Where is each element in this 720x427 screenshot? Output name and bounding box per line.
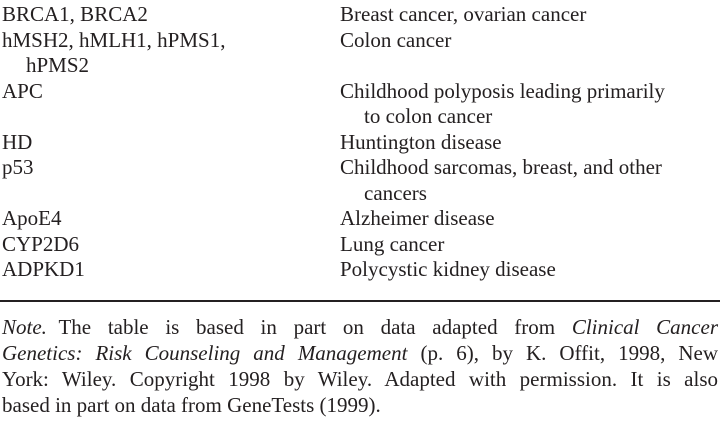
table-row (2, 28, 720, 79)
note-line (2, 314, 718, 340)
disease-cell (340, 155, 720, 206)
disease-cell (340, 257, 720, 283)
gene-line: ADPKD1 (2, 257, 85, 281)
note-line (2, 392, 718, 418)
note-text-segment: York: Wiley. Copyright 1998 by Wiley. Adapted with permission. It is also (2, 366, 718, 391)
note-line (2, 366, 718, 392)
disease-line: Lung cancer (340, 231, 445, 256)
disease-line: Colon cancer (340, 27, 452, 52)
disease-cell (340, 2, 720, 28)
gene-line: hMSH2, hMLH1, hPMS1, (2, 27, 226, 52)
disease-line: cancers (364, 180, 427, 205)
disease-cell (340, 79, 720, 130)
table-note (0, 314, 720, 418)
gene-cell (2, 79, 340, 105)
disease-cell (340, 28, 720, 54)
disease-cell (340, 130, 720, 156)
gene-cell (2, 28, 340, 79)
table-row (2, 155, 720, 206)
gene-line: p53 (2, 155, 34, 179)
gene-cell (2, 206, 340, 232)
disease-line: Breast cancer, ovarian cancer (340, 2, 587, 26)
table-row (2, 130, 720, 156)
disease-cell (340, 206, 720, 232)
disease-line: to colon cancer (364, 104, 493, 128)
gene-cell (2, 232, 340, 258)
gene-line: ApoE4 (2, 206, 62, 230)
note-text-segment: (p. 6), by K. Offit, 1998, New (407, 340, 718, 365)
note-text-segment: Clinical Cancer (571, 314, 718, 339)
table-row (2, 206, 720, 232)
gene-line: BRCA1, BRCA2 (2, 2, 148, 26)
gene-line: HD (2, 129, 33, 154)
disease-line: Polycystic kidney disease (340, 257, 556, 281)
gene-cell (2, 130, 340, 156)
disease-cell (340, 232, 720, 258)
note-text-segment: based in part on data from GeneTests (1999). (2, 392, 381, 417)
disease-line: Huntington disease (340, 129, 502, 154)
gene-cell (2, 155, 340, 181)
gene-line: CYP2D6 (2, 231, 80, 256)
note-line (2, 340, 718, 366)
gene-cell (2, 257, 340, 283)
disease-line: Childhood sarcomas, breast, and other (340, 155, 662, 179)
disease-line: Childhood polyposis leading primarily (340, 78, 665, 103)
table-row (2, 232, 720, 258)
table-row (2, 2, 720, 28)
note-label: Note. (2, 314, 47, 339)
note-text-segment: Genetics: Risk Counseling and Management (2, 340, 408, 365)
table-row (2, 79, 720, 130)
gene-cell (2, 2, 340, 28)
table-row (2, 257, 720, 283)
gene-line: APC (2, 78, 43, 103)
gene-line: hPMS2 (26, 53, 90, 77)
table-bottom-rule (0, 300, 720, 302)
note-text-segment: The table is based in part on data adapted from (58, 314, 572, 339)
disease-line: Alzheimer disease (340, 206, 495, 230)
